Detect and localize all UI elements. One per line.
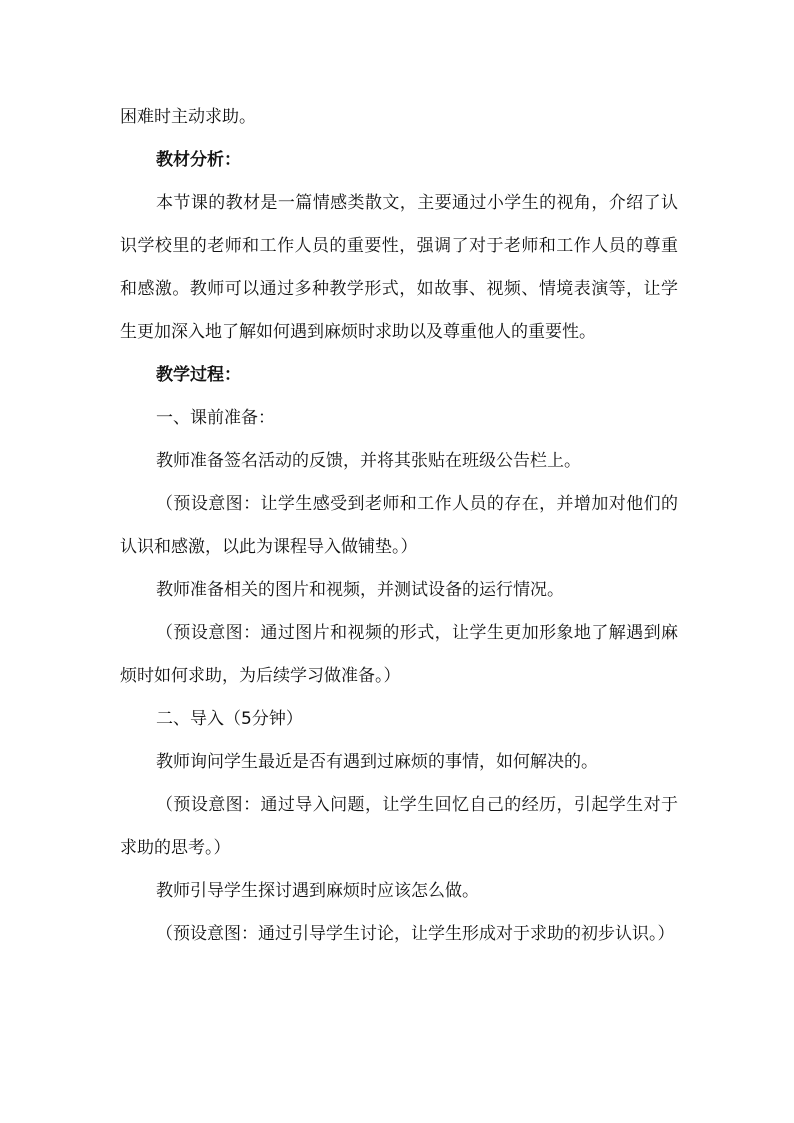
paragraph-intent-2: （预设意图：通过图片和视频的形式，让学生更加形象地了解遇到麻烦时如何求助，为后续学习做准备。） xyxy=(120,623,678,686)
section-heading-material-analysis: 教材分析： xyxy=(156,150,241,170)
paragraph-continuation: 困难时主动求助。 xyxy=(120,107,256,127)
paragraph-guide-discussion: 教师引导学生探讨遇到麻烦时应该怎么做。 xyxy=(156,881,479,901)
paragraph-material-analysis: 本节课的教材是一篇情感类散文，主要通过小学生的视角，介绍了认识学校里的老师和工作人员的重要性，强调了对于老师和工作人员的尊重和感激。教师可以通过多种教学形式，如故事、视频、情境表演等，让学生更加深入地了解如何遇到麻烦时求助以及尊重他人的重要性。 xyxy=(120,193,678,342)
paragraph-prep-feedback: 教师准备签名活动的反馈，并将其张贴在班级公告栏上。 xyxy=(156,451,581,471)
paragraph-prep-media: 教师准备相关的图片和视频，并测试设备的运行情况。 xyxy=(156,580,564,600)
subheading-preparation: 一、课前准备： xyxy=(156,408,275,428)
section-heading-teaching-process: 教学过程： xyxy=(156,365,241,385)
paragraph-intent-4: （预设意图：通过引导学生讨论，让学生形成对于求助的初步认识。） xyxy=(156,924,675,944)
paragraph-intro-question: 教师询问学生最近是否有遇到过麻烦的事情，如何解决的。 xyxy=(156,752,598,772)
paragraph-intent-3: （预设意图：通过导入问题，让学生回忆自己的经历，引起学生对于求助的思考。） xyxy=(120,795,678,858)
subheading-introduction: 二、导入（5分钟） xyxy=(156,709,303,729)
paragraph-intent-1: （预设意图：让学生感受到老师和工作人员的存在，并增加对他们的认识和感激，以此为课程导入做铺垫。） xyxy=(120,494,678,557)
document-page xyxy=(120,96,678,956)
